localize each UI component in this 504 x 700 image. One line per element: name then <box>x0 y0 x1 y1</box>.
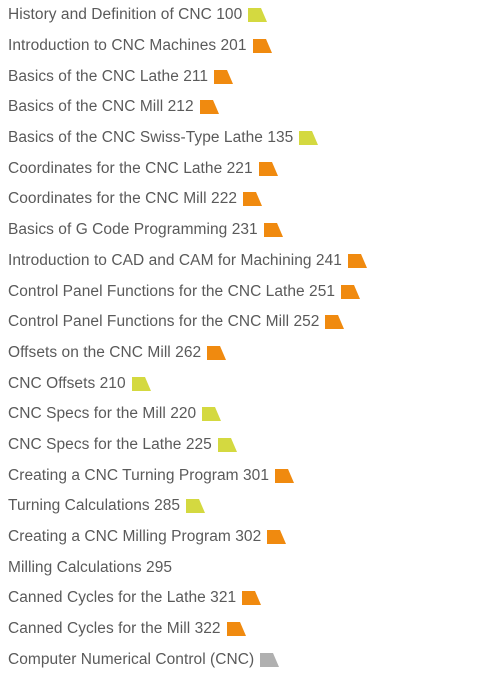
course-title[interactable]: Computer Numerical Control (CNC) <box>8 650 255 668</box>
course-link[interactable] <box>8 0 368 31</box>
course-link[interactable] <box>8 215 368 246</box>
orange-level-icon <box>253 39 273 53</box>
yellow-level-icon <box>186 499 206 513</box>
course-title[interactable]: Control Panel Functions for the CNC Lathe 251 <box>8 282 336 300</box>
course-title[interactable]: Canned Cycles for the Lathe 321 <box>8 589 237 607</box>
orange-level-icon <box>259 162 279 176</box>
course-title[interactable]: Basics of the CNC Lathe 211 <box>8 67 209 85</box>
course-title[interactable]: Offsets on the CNC Mill 262 <box>8 343 202 361</box>
orange-level-icon <box>200 100 220 114</box>
course-link[interactable] <box>8 338 368 369</box>
course-title[interactable]: CNC Specs for the Mill 220 <box>8 405 197 423</box>
course-title[interactable]: History and Definition of CNC 100 <box>8 6 243 24</box>
yellow-level-icon <box>132 377 152 391</box>
course-title[interactable]: CNC Offsets 210 <box>8 374 126 392</box>
course-link[interactable] <box>8 491 368 522</box>
course-title[interactable]: Creating a CNC Milling Program 302 <box>8 528 262 546</box>
yellow-level-icon <box>202 407 222 421</box>
course-title[interactable]: Coordinates for the CNC Mill 222 <box>8 190 238 208</box>
yellow-level-icon <box>218 438 238 452</box>
course-link[interactable] <box>8 31 368 62</box>
course-title[interactable]: Milling Calculations 295 <box>8 558 173 576</box>
orange-level-icon <box>264 223 284 237</box>
course-link[interactable] <box>8 276 368 307</box>
gray-level-icon <box>260 653 280 667</box>
course-title[interactable]: Basics of the CNC Swiss-Type Lathe 135 <box>8 129 294 147</box>
course-link[interactable] <box>8 614 368 645</box>
course-title[interactable]: Creating a CNC Turning Program 301 <box>8 466 270 484</box>
course-link[interactable] <box>8 153 368 184</box>
orange-level-icon <box>341 285 361 299</box>
course-link[interactable] <box>8 184 368 215</box>
course-title[interactable]: Introduction to CAD and CAM for Machining 241 <box>8 251 342 269</box>
course-link[interactable] <box>8 123 368 154</box>
course-title[interactable]: Introduction to CNC Machines 201 <box>8 37 247 55</box>
orange-level-icon <box>348 254 368 268</box>
course-link[interactable] <box>8 246 368 277</box>
course-list <box>8 0 368 675</box>
course-link[interactable] <box>8 61 368 92</box>
yellow-level-icon <box>299 131 319 145</box>
course-link[interactable] <box>8 399 368 430</box>
course-link[interactable] <box>8 522 368 553</box>
course-link[interactable] <box>8 430 368 461</box>
orange-level-icon <box>267 530 287 544</box>
course-title[interactable]: Canned Cycles for the Mill 322 <box>8 620 221 638</box>
course-title[interactable]: Coordinates for the CNC Lathe 221 <box>8 159 253 177</box>
orange-level-icon <box>242 591 262 605</box>
course-link[interactable] <box>8 368 368 399</box>
course-link[interactable] <box>8 92 368 123</box>
course-link[interactable] <box>8 644 368 675</box>
course-link[interactable] <box>8 552 368 583</box>
yellow-level-icon <box>248 8 268 22</box>
course-title[interactable]: Turning Calculations 285 <box>8 497 181 515</box>
course-title[interactable]: Control Panel Functions for the CNC Mill 252 <box>8 313 320 331</box>
orange-level-icon <box>214 70 234 84</box>
course-link[interactable] <box>8 583 368 614</box>
orange-level-icon <box>227 622 247 636</box>
course-title[interactable]: Basics of the CNC Mill 212 <box>8 98 194 116</box>
course-title[interactable]: Basics of G Code Programming 231 <box>8 221 258 239</box>
course-title[interactable]: CNC Specs for the Lathe 225 <box>8 435 212 453</box>
orange-level-icon <box>275 469 295 483</box>
course-link[interactable] <box>8 307 368 338</box>
orange-level-icon <box>243 192 263 206</box>
orange-level-icon <box>325 315 345 329</box>
course-link[interactable] <box>8 460 368 491</box>
orange-level-icon <box>207 346 227 360</box>
